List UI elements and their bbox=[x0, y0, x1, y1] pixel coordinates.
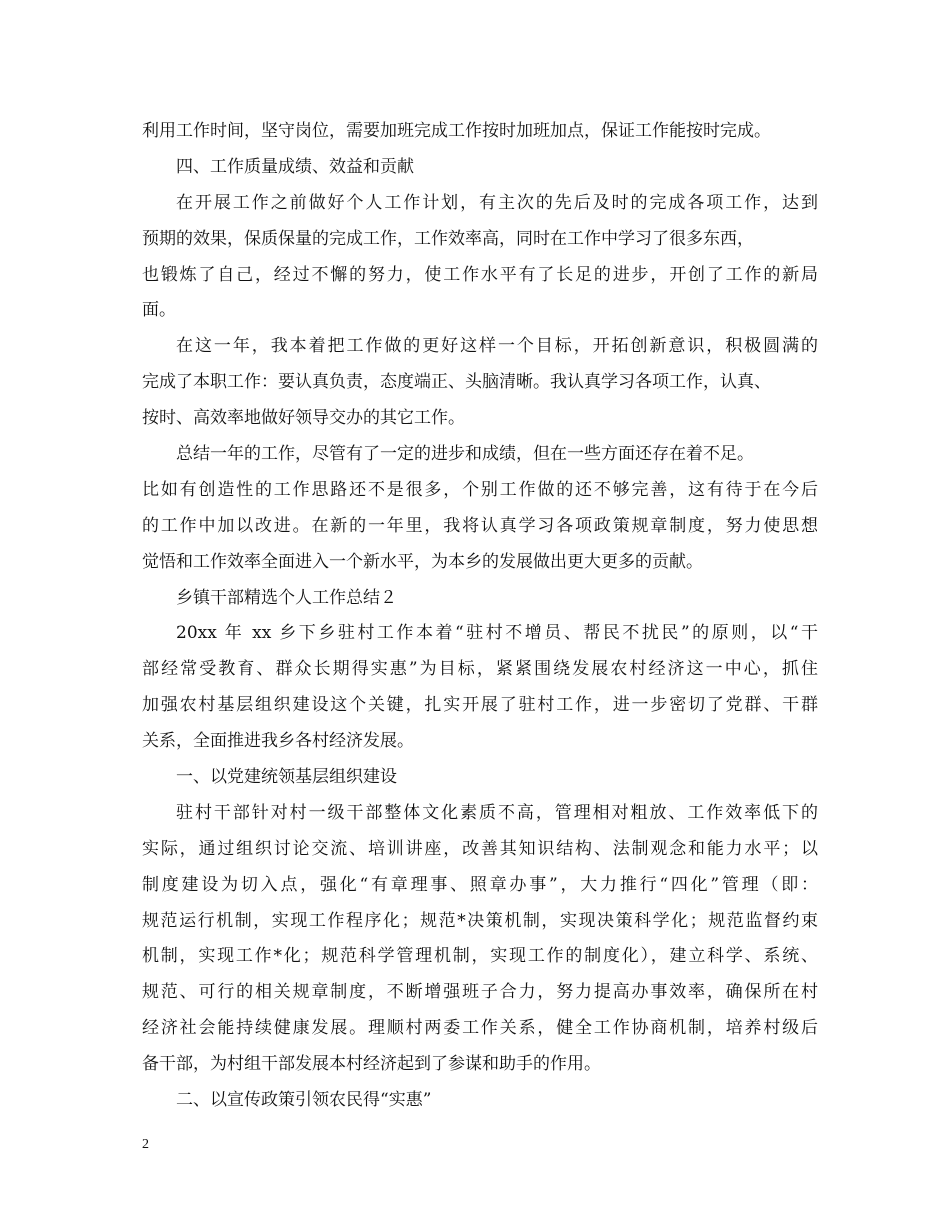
text-line: 预期的效果，保质保量的完成工作，工作效率高，同时在工作中学习了很多东西， bbox=[142, 228, 754, 249]
text-line: 总结一年的工作，尽管有了一定的进步和成绩，但在一些方面还存在着不足。 bbox=[176, 444, 754, 465]
text-line: 在开展工作之前做好个人工作计划，有主次的先后及时的完成各项工作，达到 bbox=[176, 192, 818, 213]
text-line: 备干部，为村组干部发展本村经济起到了参谋和助手的作用。 bbox=[142, 1054, 601, 1075]
text-line: 的工作中加以改进。在新的一年里，我将认真学习各项政策规章制度，努力使思想 bbox=[142, 515, 818, 536]
text-line: 实际，通过组织讨论交流、培训讲座，改善其知识结构、法制观念和能力水平；以 bbox=[142, 838, 818, 859]
document-body bbox=[142, 114, 818, 1119]
text-line: 部经常受教育、群众长期得实惠”为目标，紧紧围绕发展农村经济这一中心，抓住 bbox=[142, 659, 818, 680]
section-heading: 一、以党建统领基层组织建设 bbox=[176, 767, 397, 788]
text-line: 经济社会能持续健康发展。理顺村两委工作关系，健全工作协商机制，培养村级后 bbox=[142, 1018, 818, 1039]
text-line: 规范运行机制，实现工作程序化；规范*决策机制，实现决策科学化；规范监督约束 bbox=[142, 910, 818, 931]
section-heading: 四、工作质量成绩、效益和贡献 bbox=[176, 156, 414, 177]
text-line: 觉悟和工作效率全面进入一个新水平，为本乡的发展做出更大更多的贡献。 bbox=[142, 551, 703, 572]
text-line: 制度建设为切入点，强化“有章理事、照章办事”，大力推行“四化”管理（即： bbox=[142, 874, 818, 895]
text-line: 加强农村基层组织建设这个关键，扎实开展了驻村工作，进一步密切了党群、干群 bbox=[142, 695, 818, 716]
text-line: 规范、可行的相关规章制度，不断增强班子合力，努力提高办事效率，确保所在村 bbox=[142, 982, 818, 1003]
text-line: 机制，实现工作*化；规范科学管理机制，实现工作的制度化），建立科学、系统、 bbox=[142, 946, 818, 967]
text-line: 关系，全面推进我乡各村经济发展。 bbox=[142, 731, 414, 752]
text-line: 也锻炼了自己，经过不懈的努力，使工作水平有了长足的进步，开创了工作的新局 bbox=[142, 264, 818, 285]
text-line: 利用工作时间，坚守岗位，需要加班完成工作按时加班加点，保证工作能按时完成。 bbox=[142, 121, 771, 141]
text-line: 在这一年，我本着把工作做的更好这样一个目标，开拓创新意识，积极圆满的 bbox=[176, 336, 818, 357]
section-heading: 二、以宣传政策引领农民得“实惠” bbox=[176, 1090, 432, 1111]
text-line: 20xx 年 xx 乡下乡驻村工作本着“驻村不增员、帮民不扰民”的原则，以“干 bbox=[176, 623, 818, 644]
article-title: 乡镇干部精选个人工作总结２ bbox=[176, 587, 397, 608]
text-line: 比如有创造性的工作思路还不是很多，个别工作做的还不够完善，这有待于在今后 bbox=[142, 479, 818, 500]
page-number: 2 bbox=[142, 1137, 149, 1152]
text-line: 面。 bbox=[142, 300, 176, 321]
text-line: 完成了本职工作：要认真负责，态度端正、头脑清晰。我认真学习各项工作，认真、 bbox=[142, 372, 771, 393]
text-line: 按时、高效率地做好领导交办的其它工作。 bbox=[142, 408, 465, 429]
text-line: 驻村干部针对村一级干部整体文化素质不高，管理相对粗放、工作效率低下的 bbox=[176, 802, 818, 823]
